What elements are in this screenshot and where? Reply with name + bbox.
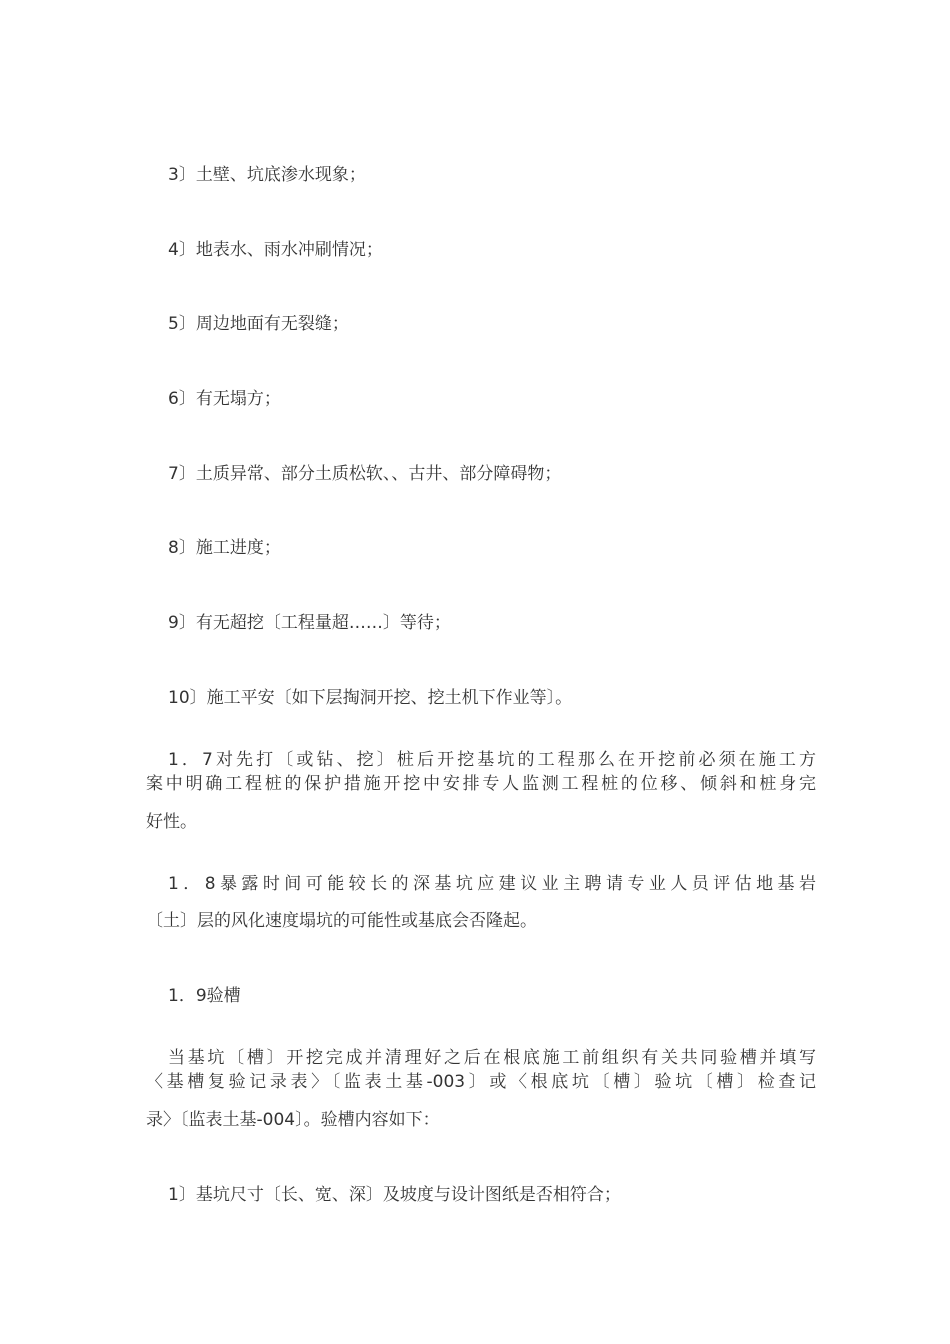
- list-item-5: 5〕周边地面有无裂缝；: [168, 314, 349, 334]
- list-item-7: 7〕土质异常、部分土质松软、、古井、部分障碍物；: [168, 464, 562, 484]
- inspection-item-1: 1〕基坑尺寸〔长、宽、深〕及坡度与设计图纸是否相符合；: [168, 1185, 621, 1205]
- list-item-9: 9〕有无超挖〔工程量超……〕等待；: [168, 613, 451, 633]
- list-item-8: 8〕施工进度；: [168, 538, 281, 558]
- paragraph-1-7-line-3: 好性。: [146, 812, 197, 832]
- list-item-10: 10〕施工平安〔如下层掏洞开挖、挖土机下作业等〕。: [168, 688, 573, 708]
- list-item-6: 6〕有无塌方；: [168, 389, 281, 409]
- paragraph-1-7-line-2: 案中明确工程桩的保护措施开挖中安排专人监测工程桩的位移、倾斜和桩身完: [146, 774, 816, 794]
- section-heading-1-9: 1．9验槽: [168, 986, 241, 1006]
- paragraph-1-7-line-1: 1．7对先打〔或钻、挖〕桩后开挖基坑的工程那么在开挖前必须在施工方: [168, 750, 816, 770]
- paragraph-inspection-line-1: 当基坑〔槽〕开挖完成并清理好之后在根底施工前组织有关共同验槽并填写: [168, 1048, 816, 1068]
- paragraph-1-8-line-1: 1．8暴露时间可能较长的深基坑应建议业主聘请专业人员评估地基岩: [168, 874, 816, 894]
- paragraph-1-8-line-2: 〔土〕层的风化速度塌坑的可能性或基底会否隆起。: [146, 911, 537, 931]
- list-item-4: 4〕地表水、雨水冲刷情况；: [168, 240, 383, 260]
- paragraph-inspection-line-2: 〈基槽复验记录表〉〔监表土基-003〕或〈根底坑〔槽〕验坑〔槽〕检查记: [146, 1072, 816, 1092]
- list-item-3: 3〕土壁、坑底渗水现象；: [168, 165, 366, 185]
- paragraph-inspection-line-3: 录〉〔监表土基-004〕。验槽内容如下：: [146, 1110, 440, 1130]
